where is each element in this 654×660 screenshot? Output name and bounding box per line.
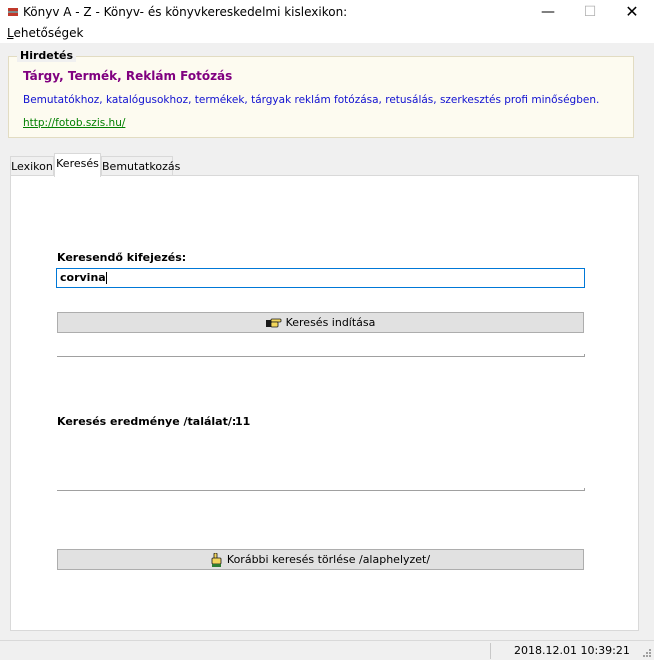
search-input-value: corvina — [60, 271, 106, 284]
result-label: Keresés eredménye /találat/: — [57, 415, 237, 428]
status-separator — [490, 643, 491, 659]
start-search-label: Keresés indítása — [285, 316, 376, 329]
divider — [57, 488, 585, 491]
minimize-button[interactable]: — — [541, 4, 555, 20]
menu-lehetosegek-label: ehetőségek — [13, 26, 84, 40]
start-search-button[interactable] — [57, 312, 584, 333]
menu-bar — [0, 24, 654, 43]
tab-lexikon[interactable]: Lexikon — [10, 156, 54, 176]
result-count: 11 — [235, 415, 251, 428]
clear-search-button[interactable] — [57, 549, 584, 570]
title-bar — [0, 0, 654, 24]
search-input[interactable] — [56, 268, 585, 288]
clear-search-label: Korábbi keresés törlése /alaphelyzet/ — [226, 553, 431, 566]
divider — [57, 354, 585, 357]
status-bar — [0, 640, 654, 660]
hand-icon — [211, 553, 223, 567]
tab-bemutatkozas[interactable]: Bemutatkozás — [101, 156, 173, 176]
pointing-hand-icon — [266, 317, 282, 329]
maximize-button[interactable]: ☐ — [583, 4, 597, 20]
ad-headline: Tárgy, Termék, Reklám Fotózás — [23, 69, 233, 83]
close-button[interactable]: ✕ — [625, 2, 639, 21]
menu-lehetosegek[interactable] — [7, 26, 84, 40]
text-caret — [106, 272, 107, 284]
status-datetime: 2018.12.01 10:39:21 — [514, 644, 630, 657]
ad-body-text: Bemutatókhoz, katalógusokhoz, termékek, tárgyak reklám fotózása, retusálás, szerkesztés profi minőségben. — [23, 94, 600, 106]
tab-kereses[interactable]: Keresés — [54, 153, 101, 177]
resize-grip-icon[interactable] — [642, 648, 652, 658]
menu-lehetosegek-accel: L — [7, 26, 14, 40]
window-title: Könyv A - Z - Könyv- és könyvkereskedelmi kislexikon: — [23, 5, 348, 19]
ad-legend: Hirdetés — [17, 49, 76, 62]
search-label: Keresendő kifejezés: — [57, 251, 187, 264]
book-app-icon — [7, 6, 19, 18]
ad-link[interactable]: http://fotob.szis.hu/ — [23, 117, 126, 129]
